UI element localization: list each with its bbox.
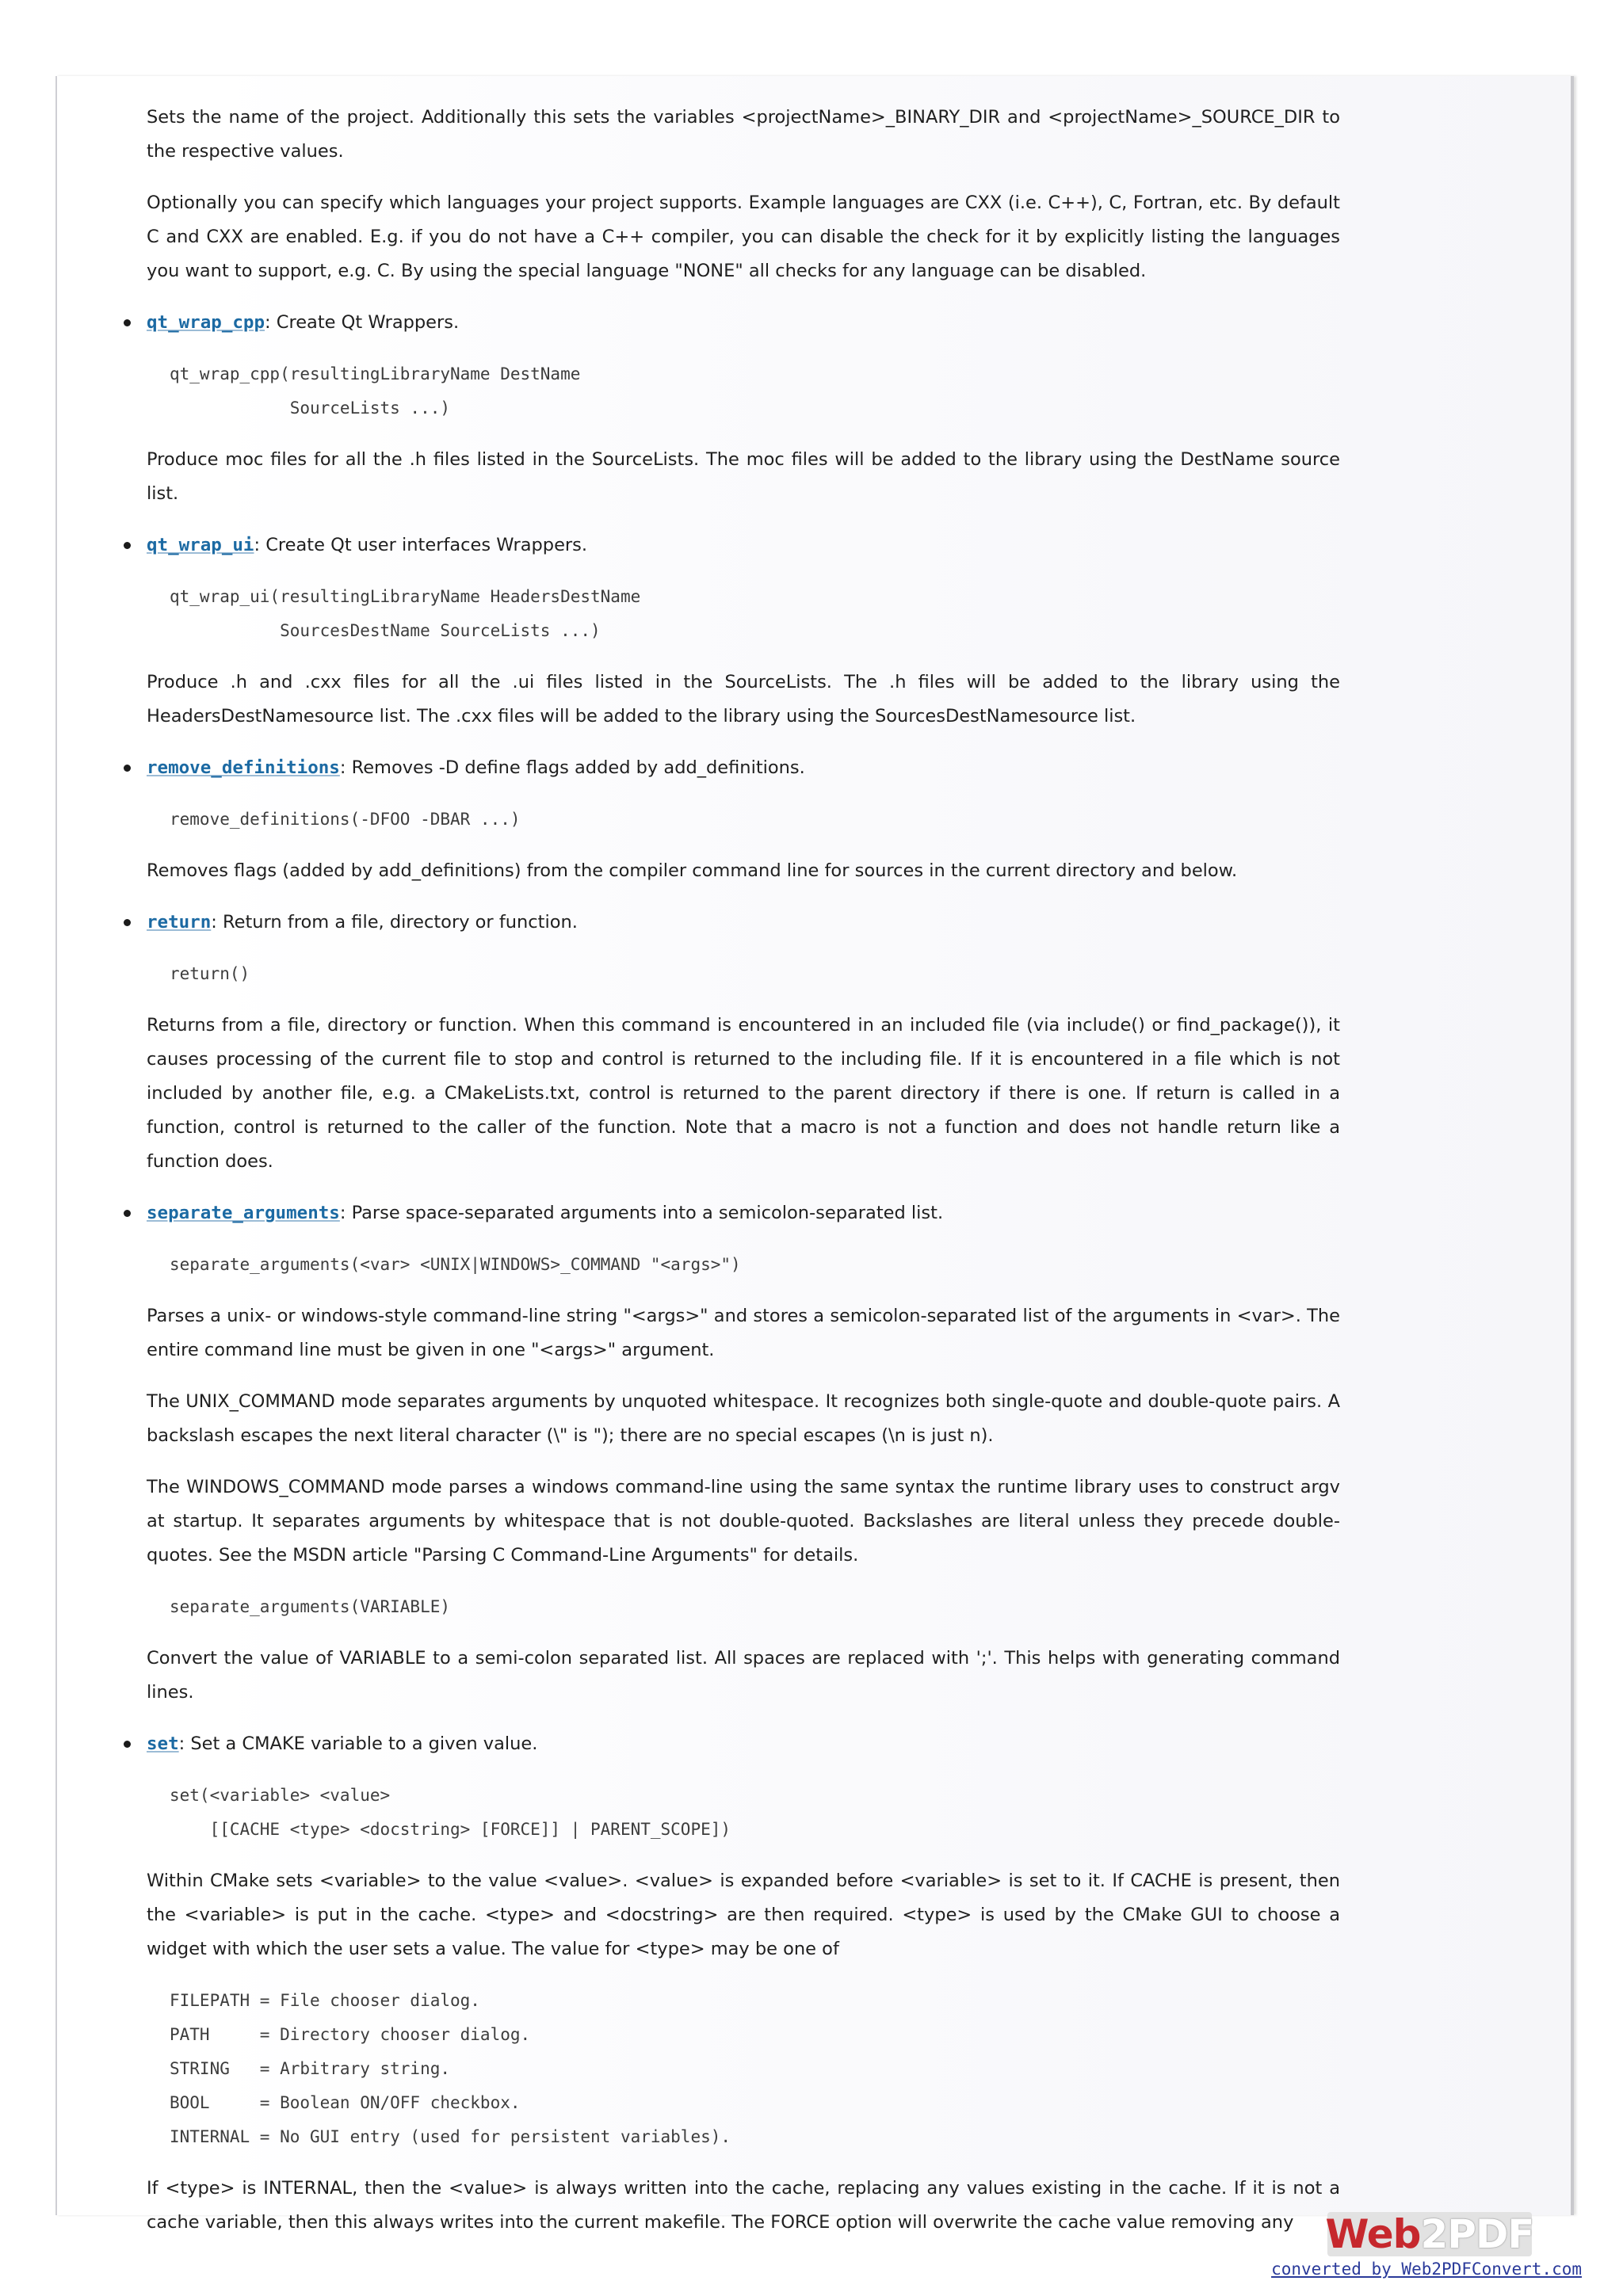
separate-arguments-code: separate_arguments(<var> <UNIX|WINDOWS>_COMMAND "<args>") bbox=[170, 1255, 741, 1274]
entry-remove-definitions bbox=[147, 751, 1340, 785]
bullet-icon bbox=[124, 1741, 131, 1748]
set-summary: : Set a CMAKE variable to a given value. bbox=[178, 1733, 538, 1754]
set-code: set(<variable> <value> [[CACHE <type> <docstring> [FORCE]] | PARENT_SCOPE]) bbox=[170, 1786, 731, 1839]
entry-qt-wrap-ui bbox=[147, 528, 1340, 563]
remove-definitions-code: remove_definitions(-DFOO -DBAR ...) bbox=[170, 810, 521, 829]
bullet-icon bbox=[124, 765, 131, 772]
bullet-icon bbox=[124, 1210, 131, 1217]
logo-2pdf-text: 2PDF bbox=[1420, 2211, 1534, 2257]
qt-wrap-cpp-link[interactable]: qt_wrap_cpp bbox=[147, 312, 265, 333]
logo-web-text: Web bbox=[1325, 2211, 1421, 2257]
separate-arguments-link[interactable]: separate_arguments bbox=[147, 1203, 340, 1223]
set-description-2: If <type> is INTERNAL, then the <value> is always written into the cache, replacing any values existing in the cache. If it is not a cache variable, then this always writes into the current makefile. The FORCE option will overwrite the cache value removing any bbox=[147, 2178, 1340, 2233]
web2pdf-logo bbox=[1327, 2212, 1532, 2256]
qt-wrap-ui-code: qt_wrap_ui(resultingLibraryName HeadersDestName SourcesDestName SourceLists ...) bbox=[170, 587, 641, 640]
set-link[interactable]: set bbox=[147, 1733, 179, 1754]
return-description: Returns from a file, directory or function. When this command is encountered in an included file (via include() or find_package()), it causes processing of the current file to stop and control is returned to the including file. If it is encountered in a file which is not included by another file, e.g. a CMakeLists.txt, control is returned to the parent directory if there is one. If return is called in a function, control is returned to the caller of the function. Note that a macro is not a function and does not handle return like a function does. bbox=[147, 1015, 1340, 1172]
qt-wrap-ui-summary: : Create Qt user interfaces Wrappers. bbox=[254, 535, 588, 555]
return-code: return() bbox=[170, 964, 250, 983]
qt-wrap-ui-link[interactable]: qt_wrap_ui bbox=[147, 535, 254, 555]
web2pdf-link[interactable]: converted by Web2PDFConvert.com bbox=[1271, 2260, 1582, 2279]
return-link[interactable]: return bbox=[147, 912, 212, 933]
bullet-icon bbox=[124, 319, 131, 326]
return-summary: : Return from a file, directory or function. bbox=[211, 912, 578, 933]
entry-return bbox=[147, 906, 1340, 940]
qt-wrap-ui-description: Produce .h and .cxx files for all the .ui files listed in the SourceLists. The .h files will be added to the library using the HeadersDestNamesource list. The .cxx files will be added to the library using the SourcesDestNamesource list. bbox=[147, 672, 1340, 727]
qt-wrap-cpp-code: qt_wrap_cpp(resultingLibraryName DestName SourceLists ...) bbox=[170, 364, 581, 418]
bullet-icon bbox=[124, 542, 131, 549]
set-type-list-code: FILEPATH = File chooser dialog. PATH = Directory chooser dialog. STRING = Arbitrary string. BOOL = Boolean ON/OFF checkbox. INTERNAL = No GUI entry (used for persistent variables). bbox=[170, 1991, 731, 2146]
entry-separate-arguments bbox=[147, 1196, 1340, 1230]
project-languages-paragraph: Optionally you can specify which languages your project supports. Example languages are CXX (i.e. C++), C, Fortran, etc. By default C and CXX are enabled. E.g. if you do not have a C++ compiler, you can disable the check for it by explicitly listing the languages you want to support, e.g. C. By using the special language "NONE" all checks for any language can be disabled. bbox=[147, 193, 1340, 281]
remove-definitions-link[interactable]: remove_definitions bbox=[147, 757, 340, 778]
qt-wrap-cpp-description: Produce moc files for all the .h files listed in the SourceLists. The moc files will be added to the library using the DestName source list. bbox=[147, 449, 1340, 504]
document-body bbox=[147, 101, 1340, 2257]
set-description-1: Within CMake sets <variable> to the value <value>. <value> is expanded before <variable> is set to it. If CACHE is present, then the <variable> is put in the cache. <type> and <docstring> are then required. <type> is used by the CMake GUI to choose a widget with which the user sets a value. The value for <type> may be one of bbox=[147, 1871, 1340, 1959]
entry-set bbox=[147, 1727, 1340, 1761]
entry-qt-wrap-cpp bbox=[147, 306, 1340, 340]
bullet-icon bbox=[124, 919, 131, 926]
separate-arguments-description-4: Convert the value of VARIABLE to a semi-colon separated list. All spaces are replaced with ';'. This helps with generating command lines. bbox=[147, 1648, 1340, 1703]
remove-definitions-summary: : Removes -D define flags added by add_definitions. bbox=[339, 757, 805, 778]
separate-arguments-description-2: The UNIX_COMMAND mode separates arguments by unquoted whitespace. It recognizes both single-quote and double-quote pairs. A backslash escapes the next literal character (\" is "); there are no special escapes (\n is just n). bbox=[147, 1391, 1340, 1446]
separate-arguments-summary: : Parse space-separated arguments into a semicolon-separated list. bbox=[339, 1203, 944, 1223]
qt-wrap-cpp-summary: : Create Qt Wrappers. bbox=[265, 312, 460, 333]
separate-arguments-description-3: The WINDOWS_COMMAND mode parses a windows command-line using the same syntax the runtime library uses to construct argv at startup. It separates arguments by whitespace that is not double-quoted. Backslashes are literal unless they precede double-quotes. See the MSDN article "Parsing C Command-Line Arguments" for details. bbox=[147, 1477, 1340, 1566]
separate-arguments-description-1: Parses a unix- or windows-style command-line string "<args>" and stores a semicolon-separated list of the arguments in <var>. The entire command line must be given in one "<args>" argument. bbox=[147, 1306, 1340, 1360]
separate-arguments-code-2: separate_arguments(VARIABLE) bbox=[170, 1597, 451, 1616]
project-name-paragraph: Sets the name of the project. Additionally this sets the variables <projectName>_BINARY_DIR and <projectName>_SOURCE_DIR to the respective values. bbox=[147, 107, 1340, 162]
remove-definitions-description: Removes flags (added by add_definitions) from the compiler command line for sources in the current directory and below. bbox=[147, 860, 1238, 881]
